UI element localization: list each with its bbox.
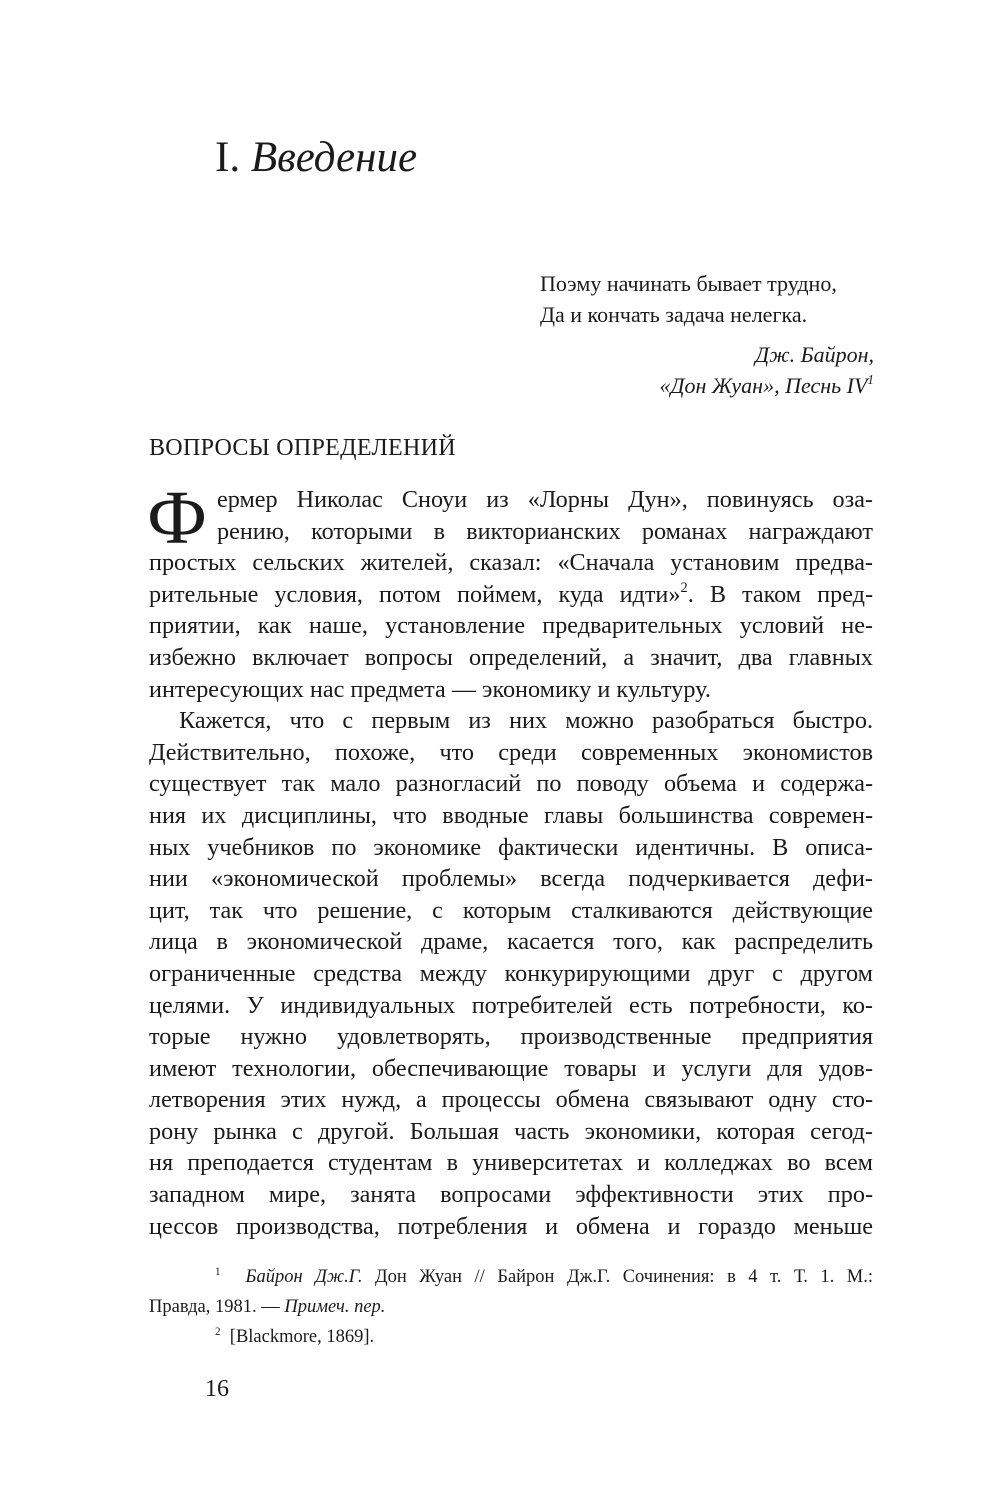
page-number: 16 — [205, 1376, 229, 1402]
chapter-title-text: Введение — [250, 134, 418, 181]
footnotes — [149, 1262, 873, 1352]
text-line: ермер Николас Сноуи из «Лорны Дун», повинуясь оза- — [217, 486, 873, 513]
footnote-1-text: Дон Жуан // Байрон Дж.Г. Сочинения: в 4 т. Т. 1. М.: — [362, 1267, 874, 1287]
text-line: Кажется, что с первым из них можно разобраться быстро. — [179, 707, 873, 735]
epigraph — [540, 268, 874, 401]
epigraph-line: Да и кончать задача нелегка. — [540, 302, 808, 327]
epigraph-work: «Дон Жуан», Песнь IV — [659, 373, 868, 398]
footnote-2-mark: 2 — [215, 1325, 221, 1338]
text-line: избежно включает вопросы определений, а значит, два главных — [149, 643, 873, 671]
footnote-1-author: Байрон Дж.Г. — [245, 1267, 363, 1287]
footnote-2 — [149, 1322, 873, 1352]
body-text — [147, 476, 873, 1242]
chapter-title — [215, 128, 417, 188]
text-line: простых сельских жителей, сказал: «Сначала установим предва- — [149, 549, 873, 577]
epigraph-line: Поэму начинать бывает трудно, — [540, 271, 837, 296]
text-line: цит, так что решение, с которым сталкиваются действующие — [149, 896, 873, 924]
text-line: западном мире, занята вопросами эффективности этих про- — [149, 1181, 873, 1209]
section-heading: ВОПРОСЫ ОПРЕДЕЛЕНИЙ — [149, 435, 456, 461]
text-line: цессов производства, потребления и обмена и гораздо меньше — [149, 1212, 873, 1240]
text-line: интересующих нас предмета — экономику и культуру. — [149, 675, 711, 703]
footnote-1-note: Примеч. пер. — [284, 1297, 386, 1317]
text-line: ограниченные средства между конкурирующими друг с другом — [149, 959, 873, 987]
text-fragment: рительные условия, потом поймем, куда идти» — [149, 580, 681, 608]
footnote-ref-2: 2 — [680, 580, 688, 596]
text-line: летворения этих нужд, а процессы обмена связывают одну сто- — [149, 1086, 873, 1114]
text-line — [149, 579, 873, 611]
footnote-ref-1: 1 — [867, 372, 874, 388]
text-line: торые нужно удовлетворять, производственные предприятия — [149, 1023, 873, 1051]
text-line: приятии, как наше, установление предварительных условий не- — [149, 612, 873, 640]
footnote-1-text: Правда, 1981. — — [149, 1297, 285, 1317]
epigraph-source — [540, 370, 874, 401]
text-fragment: . В таком пред- — [687, 580, 873, 608]
footnote-1-mark: 1 — [215, 1265, 221, 1278]
text-line: Действительно, похоже, что среди современных экономистов — [149, 738, 873, 766]
text-line: существует так мало разногласий по поводу объема и содержа- — [149, 770, 873, 798]
text-line: лица в экономической драме, касается того, как распределить — [149, 928, 873, 956]
text-line: нии «экономической проблемы» всегда подчеркивается дефи- — [149, 865, 873, 893]
text-line: ня преподается студентам в университетах и колледжах во всем — [149, 1149, 873, 1177]
footnote-2-text: [Blackmore, 1869]. — [229, 1327, 375, 1347]
drop-cap: Ф — [147, 476, 208, 560]
footnote-1 — [149, 1262, 873, 1292]
epigraph-author: Дж. Байрон, — [755, 342, 874, 367]
text-line: рению, которыми в викторианских романах награждают — [217, 517, 873, 545]
chapter-number: I. — [215, 134, 241, 181]
text-line: целями. У индивидуальных потребителей есть потребности, ко- — [149, 991, 873, 1019]
text-line: ных учебников по экономике фактически идентичны. В описа- — [149, 833, 873, 861]
text-line: ния их дисциплины, что вводные главы большинства современ- — [149, 801, 873, 829]
text-line: рону рынка с другой. Большая часть экономики, которая сегод- — [149, 1117, 873, 1145]
text-line: имеют технологии, обеспечивающие товары и услуги для удов- — [149, 1054, 873, 1082]
footnote-1-continued — [149, 1292, 873, 1322]
